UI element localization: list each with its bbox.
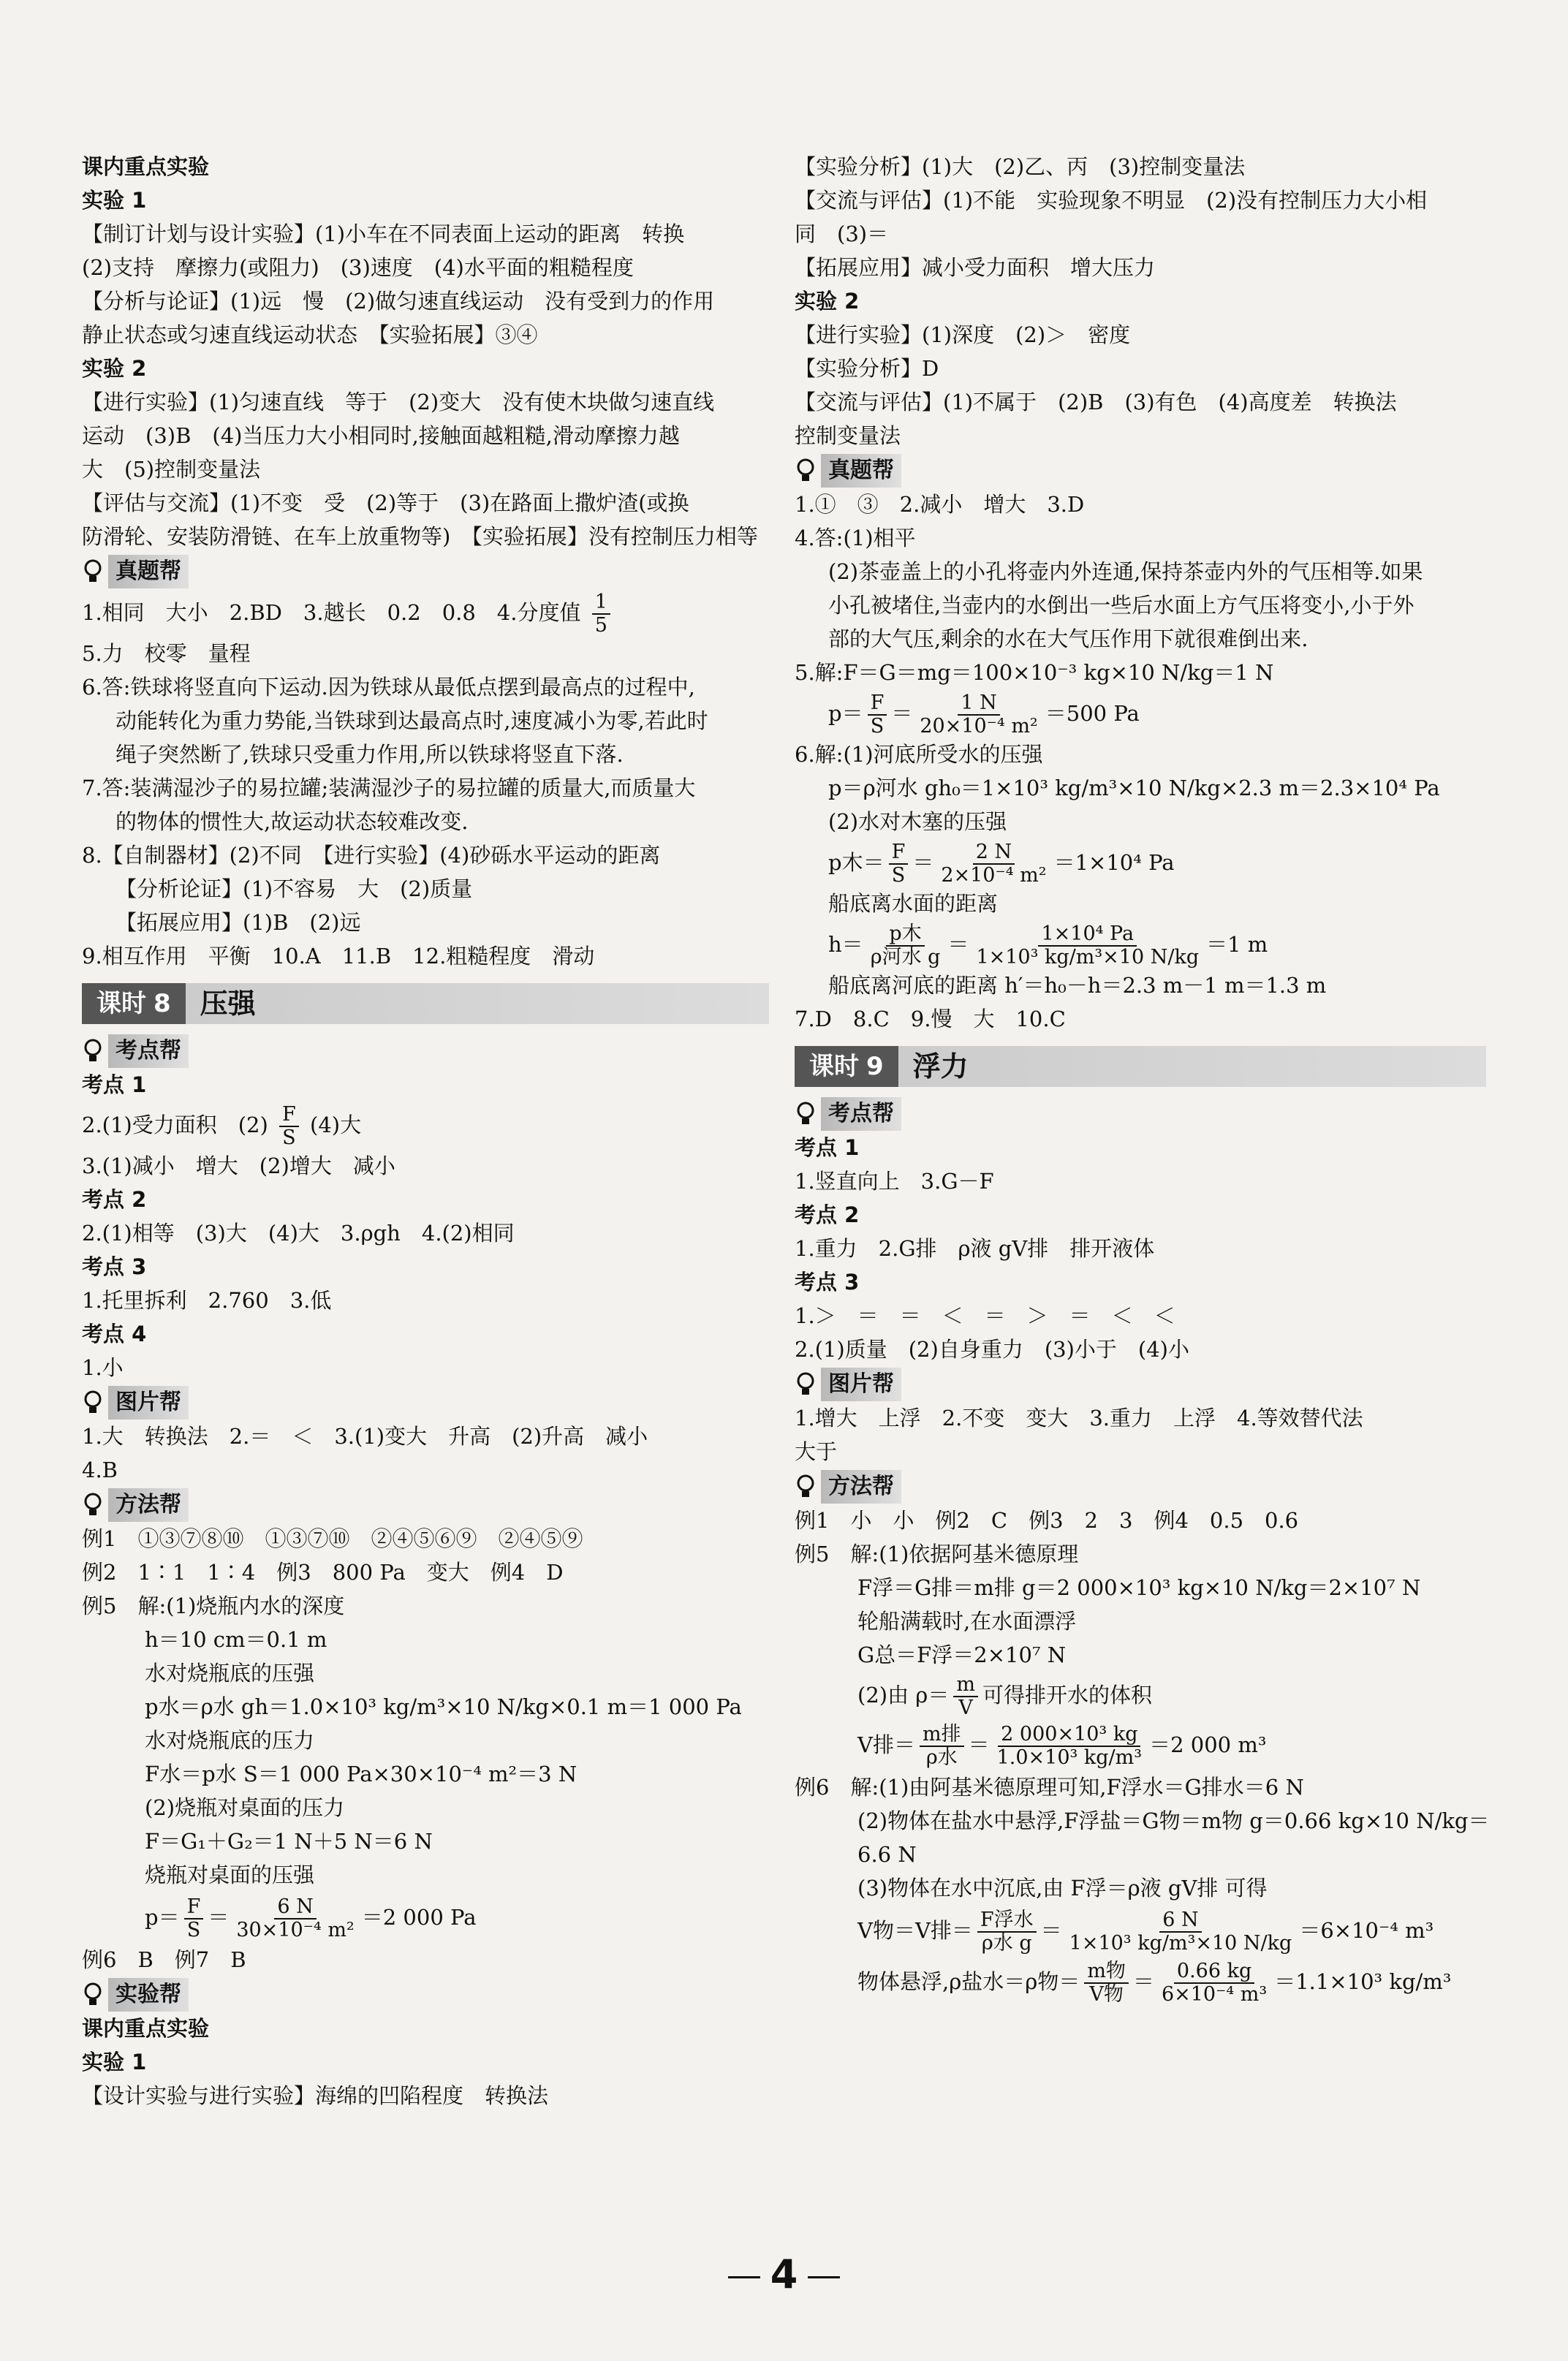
section-label-text: 真题帮 [821,454,901,488]
lightbulb-icon [82,558,104,585]
page-number [0,2251,1568,2297]
text-line: G总＝F浮＝2×10⁷ N [857,1642,1067,1667]
text-line: 1.重力 2.G排 ρ液 gV排 排开液体 [795,1236,1155,1261]
lesson-title: 压强 [200,988,256,1020]
section-label-text: 图片帮 [821,1368,901,1401]
text-line: 1.小 [82,1355,124,1380]
denominator: ρ水 g [981,1932,1032,1955]
text-line: F＝G₁＋G₂＝1 N＋5 N＝6 N [145,1829,433,1854]
text-line: 轮船满载时,在水面漂浮 [857,1609,1077,1634]
fraction [233,1896,357,1941]
formula-text: p木＝ [828,850,885,875]
text-line: 例1 ①③⑦⑧⑩ ①③⑦⑩ ②④⑤⑥⑨ ②④⑤⑨ [82,1526,583,1551]
formula-text: 物体悬浮,ρ盐水＝ρ物＝ [857,1969,1080,1994]
formula-line [795,1719,1486,1770]
text-line: 例1 小 小 例2 C 例3 2 3 例4 0.5 0.6 [795,1508,1299,1533]
numerator: m物 [1084,1960,1129,1984]
text-line: 【进行实验】(1)深度 (2)＞ 密度 [795,322,1131,347]
text-line: 小孔被堵住,当壶内的水倒出一些后水面上方气压将变小,小于外 [828,593,1414,618]
numerator: 0.66 kg [1174,1960,1254,1984]
fraction [1159,1960,1270,2006]
point-heading: 考点 2 [82,1187,147,1212]
text-line: 1.托里拆利 2.760 3.低 [82,1288,332,1313]
fraction [184,1896,204,1941]
text-line: 船底离河底的距离 h′＝h₀－h＝2.3 m－1 m＝1.3 m [828,973,1327,998]
text-line: 动能转化为重力势能,当铁球到达最高点时,速度减小为零,若此时 [115,708,708,733]
fraction [994,1724,1145,1769]
experiment-heading: 实验 2 [82,356,147,381]
formula-text: ＝6×10⁻⁴ m³ [1299,1918,1434,1943]
denominator: S [870,715,885,738]
section-label-text: 方法帮 [821,1470,901,1504]
fraction [953,1674,978,1719]
section-label-zhentibang [795,454,1486,488]
lightbulb-icon [82,1038,104,1064]
text-line: 【进行实验】(1)匀速直线 等于 (2)变大 没有使木块做匀速直线 [82,390,715,414]
formula-text: ＝ [1132,1969,1154,1994]
section-label-text: 图片帮 [108,1386,189,1420]
text-line: 【评估与交流】(1)不变 受 (2)等于 (3)在路面上撒炉渣(或换 [82,490,689,515]
denominator: 30×10⁻⁴ m² [236,1919,355,1941]
formula-line [795,689,1486,738]
formula-text: ＝ [208,1905,230,1930]
section-label-text: 实验帮 [108,1978,189,2012]
formula-line [795,1956,1486,2007]
text-line: (3)物体在水中沉底,由 F浮＝ρ液 gV排 可得 [857,1876,1268,1900]
lesson-index: 8 [154,989,171,1018]
section-label-fangfabang [82,1488,769,1522]
denominator: 20×10⁻⁴ m² [920,715,1038,738]
point-heading: 考点 2 [795,1202,860,1227]
numerator: F [279,1104,299,1127]
denominator: 5 [594,614,607,637]
numerator: 1×10⁴ Pa [1038,923,1137,947]
numerator: 1 [592,591,610,615]
text-line: 2.(1)质量 (2)自身重力 (3)小于 (4)小 [795,1337,1189,1362]
formula-text: ＝ [968,1732,990,1757]
fraction [917,692,1040,738]
text-line: 8.【自制器材】(2)不同 【进行实验】(4)砂砾水平运动的距离 [82,843,661,868]
section-label-text: 考点帮 [821,1097,901,1131]
lightbulb-icon [82,1390,104,1416]
numerator: 2 N [973,841,1015,865]
lesson-number [82,983,186,1024]
text-line: F浮＝G排＝m排 g＝2 000×10³ kg×10 N/kg＝2×10⁷ N [857,1575,1421,1600]
section-label-tupianbang [795,1368,1486,1401]
fraction [977,1909,1037,1955]
text-line: 【制订计划与设计实验】(1)小车在不同表面上运动的距离 转换 [82,221,685,246]
fraction [279,1104,299,1149]
formula-text: ＝ [1040,1918,1062,1943]
text-line: (2)支持 摩擦力(或阻力) (3)速度 (4)水平面的粗糙程度 [82,255,634,280]
denominator: V物 [1089,1983,1124,2006]
text-line: 运动 (3)B (4)当压力大小相同时,接触面越粗糙,滑动摩擦力越 [82,423,680,448]
page-number-dash [728,2276,760,2278]
right-column [795,150,1490,2007]
formula-text: V物＝V排＝ [857,1918,973,1943]
text-line: 9.相互作用 平衡 10.A 11.B 12.粗糙程度 滑动 [82,944,595,969]
numerator: 2 000×10³ kg [998,1724,1140,1747]
formula-text: ＝1 m [1206,932,1268,957]
text-line: 1.① ③ 2.减小 增大 3.D [795,492,1085,517]
formula-text: ＝ [912,850,934,875]
formula-text: V排＝ [857,1732,915,1757]
formula-text: ＝1×10⁴ Pa [1053,850,1175,875]
text-line: 【实验分析】(1)大 (2)乙、丙 (3)控制变量法 [795,154,1246,179]
formula-text: ＝1.1×10³ kg/m³ [1274,1969,1452,1994]
text-line: (2)水对木塞的压强 [828,809,1007,834]
text-line: 【交流与评估】(1)不能 实验现象不明显 (2)没有控制压力大小相 [795,188,1428,213]
section-label-shiyanbang [82,1978,769,2012]
formula-text: (2)由 ρ＝ [857,1683,950,1708]
numerator: p木 [886,923,924,947]
text-line: 7.答:装满湿沙子的易拉罐;装满湿沙子的易拉罐的质量大,而质量大 [82,776,696,800]
denominator: S [186,1919,201,1941]
formula-text: h＝ [828,932,863,957]
fraction [1084,1960,1129,2006]
point-heading: 考点 3 [82,1254,147,1279]
text-line: 4.答:(1)相平 [795,526,916,550]
point-heading: 考点 1 [82,1072,147,1097]
text-line: 大 (5)控制变量法 [82,457,261,482]
section-heading: 课内重点实验 [82,2016,210,2041]
lightbulb-icon [795,458,817,484]
text-line: 例2 1∶1 1∶4 例3 800 Pa 变大 例4 D [82,1560,564,1585]
lightbulb-icon [795,1101,817,1127]
text-line: 同 (3)＝ [795,221,889,246]
text-line: 【分析与论证】(1)远 慢 (2)做匀速直线运动 没有受到力的作用 [82,289,715,314]
text-line: 烧瓶对桌面的压强 [145,1862,315,1887]
denominator: S [891,864,906,887]
text-line: 【分析论证】(1)不容易 大 (2)质量 [115,876,473,901]
text-line: 静止状态或匀速直线运动状态 【实验拓展】③④ [82,322,538,347]
fraction [1067,1909,1295,1955]
formula-text: p＝ [145,1905,180,1930]
denominator: 1×10³ kg/m³×10 N/kg [976,946,1200,969]
numerator: F [868,692,887,716]
text-line: h＝10 cm＝0.1 m [145,1627,327,1652]
numerator: 6 N [274,1896,316,1920]
fraction [920,1724,964,1769]
page-number-text: 4 [770,2251,798,2297]
lightbulb-icon [82,1492,104,1518]
text-line: 例5 解:(1)烧瓶内水的深度 [82,1593,345,1618]
text-line: 6.答:铁球将竖直向下运动.因为铁球从最低点摆到最高点的过程中, [82,675,695,700]
section-label-fangfabang [795,1470,1486,1504]
page-number-dash [808,2276,840,2278]
lesson-number [795,1046,898,1087]
fraction [889,841,909,887]
text-line: 5.力 校零 量程 [82,641,251,666]
lesson-label: 课时 [96,989,146,1018]
denominator: V [958,1697,973,1719]
numerator: m排 [920,1724,964,1747]
section-label-kaodianbang [795,1097,1486,1131]
text-line: F水＝p水 S＝1 000 Pa×30×10⁻⁴ m²＝3 N [145,1762,577,1786]
text-line: 控制变量法 [795,423,901,448]
text-line: p水＝ρ水 gh＝1.0×10³ kg/m³×10 N/kg×0.1 m＝1 000 Pa [145,1694,742,1719]
numerator: 6 N [1159,1909,1201,1933]
section-label-zhentibang [82,555,769,588]
text-line: 【交流与评估】(1)不属于 (2)B (3)有色 (4)高度差 转换法 [795,390,1397,414]
text-line: (2)烧瓶对桌面的压力 [145,1795,345,1820]
text-line: 3.(1)减小 增大 (2)增大 减小 [82,1153,395,1178]
formula-text: ＝500 Pa [1045,701,1140,726]
text-line: 大于 [795,1439,838,1464]
denominator: ρ水 [925,1746,958,1769]
text-line: 7.D 8.C 9.慢 大 10.C [795,1007,1066,1031]
text-line: 2.(1)相等 (3)大 (4)大 3.ρgh 4.(2)相同 [82,1221,515,1246]
text-line: 例5 解:(1)依据阿基米德原理 [795,1542,1079,1566]
formula-line [795,838,1486,887]
text-line: 【拓展应用】减小受力面积 增大压力 [795,255,1156,280]
denominator: 1×10³ kg/m³×10 N/kg [1069,1932,1292,1955]
formula-line [795,1905,1486,1956]
text-line: 防滑轮、安装防滑链、在车上放重物等) 【实验拓展】没有控制压力相等 [82,524,758,549]
numerator: F [184,1896,204,1920]
text-line: 绳子突然断了,铁球只受重力作用,所以铁球将竖直下落. [115,742,624,767]
numerator: F [889,841,909,865]
answer-line [82,1102,769,1149]
fraction [868,923,944,969]
text-line: 部的大气压,剩余的水在大气压作用下就很难倒出来. [828,626,1308,651]
text-line: 6.解:(1)河底所受水的压强 [795,742,1043,767]
answer-text: 1.相同 大小 2.BD 3.越长 0.2 0.8 4.分度值 [82,600,581,625]
formula-line [82,1892,769,1943]
numerator: 1 N [958,692,999,716]
text-line: 水对烧瓶底的压力 [145,1728,315,1753]
lesson-label: 课时 [809,1052,859,1081]
fraction [592,591,610,637]
numerator: m [953,1674,978,1697]
formula-text: 可得排开水的体积 [982,1683,1152,1708]
experiment-heading: 实验 1 [82,2050,147,2074]
text-line: 5.解:F＝G＝mg＝100×10⁻³ kg×10 N/kg＝1 N [795,660,1274,685]
text-line: 船底离水面的距离 [828,891,999,916]
numerator: F浮水 [977,1909,1037,1933]
section-label-text: 方法帮 [108,1488,189,1522]
lightbulb-icon [795,1474,817,1500]
formula-text: p＝ [828,701,863,726]
section-heading: 课内重点实验 [82,154,210,179]
denominator: 1.0×10³ kg/m³ [996,1746,1143,1769]
text-line: 【拓展应用】(1)B (2)远 [115,910,361,935]
text-line: 水对烧瓶底的压强 [145,1661,315,1686]
lesson-index: 9 [866,1052,884,1081]
text-line: (2)茶壶盖上的小孔将壶内外连通,保持茶壶内外的气压相等.如果 [828,559,1423,584]
text-line: 1.竖直向上 3.G－F [795,1169,994,1194]
lesson-banner-8 [82,983,769,1024]
text-line: 6.6 N [857,1842,917,1867]
formula-line [795,920,1486,969]
denominator: S [282,1126,296,1149]
section-label-kaodianbang [82,1034,769,1068]
text-line: p＝ρ河水 gh₀＝1×10³ kg/m³×10 N/kg×2.3 m＝2.3×10⁴ Pa [828,776,1440,800]
text-line: 1.＞ ＝ ＝ ＜ ＝ ＞ ＝ ＜ ＜ [795,1303,1175,1328]
fraction [973,923,1202,969]
denominator: 6×10⁻⁴ m³ [1161,1983,1268,2006]
answer-text: 2.(1)受力面积 (2) [82,1113,268,1137]
formula-text: ＝ [947,932,969,957]
text-line: 4.B [82,1458,118,1482]
denominator: ρ河水 g [870,946,941,969]
formula-text: ＝2 000 m³ [1149,1732,1267,1757]
formula-text: ＝2 000 Pa [361,1905,477,1930]
fraction [938,841,1049,887]
point-heading: 考点 1 [795,1135,860,1160]
fraction [868,692,887,738]
text-line: 例6 解:(1)由阿基米德原理可知,F浮水＝G排水＝6 N [795,1775,1304,1800]
lightbulb-icon [795,1371,817,1398]
formula-line [795,1672,1486,1719]
lesson-title: 浮力 [912,1050,969,1083]
left-column [82,150,769,2112]
answer-text: (4)大 [310,1113,362,1137]
text-line: 【设计实验与进行实验】海绵的凹陷程度 转换法 [82,2083,549,2108]
answer-line [82,588,769,637]
text-line: 1.增大 上浮 2.不变 变大 3.重力 上浮 4.等效替代法 [795,1406,1363,1430]
section-label-text: 考点帮 [108,1034,189,1068]
text-line: 例6 B 例7 B [82,1947,246,1972]
experiment-heading: 实验 2 [795,289,860,314]
lesson-banner-9 [795,1046,1486,1087]
section-label-tupianbang [82,1386,769,1420]
experiment-heading: 实验 1 [82,188,147,213]
text-line: 1.大 转换法 2.＝ ＜ 3.(1)变大 升高 (2)升高 减小 [82,1424,648,1449]
formula-text: ＝ [891,701,913,726]
point-heading: 考点 3 [795,1270,860,1295]
denominator: 2×10⁻⁴ m² [941,864,1047,887]
text-line: (2)物体在盐水中悬浮,F浮盐＝G物＝m物 g＝0.66 kg×10 N/kg＝ [857,1808,1490,1833]
lightbulb-icon [82,1982,104,2008]
text-line: 【实验分析】D [795,356,939,381]
section-label-text: 真题帮 [108,555,189,588]
point-heading: 考点 4 [82,1322,147,1346]
text-line: 的物体的惯性大,故运动状态较难改变. [115,809,469,834]
